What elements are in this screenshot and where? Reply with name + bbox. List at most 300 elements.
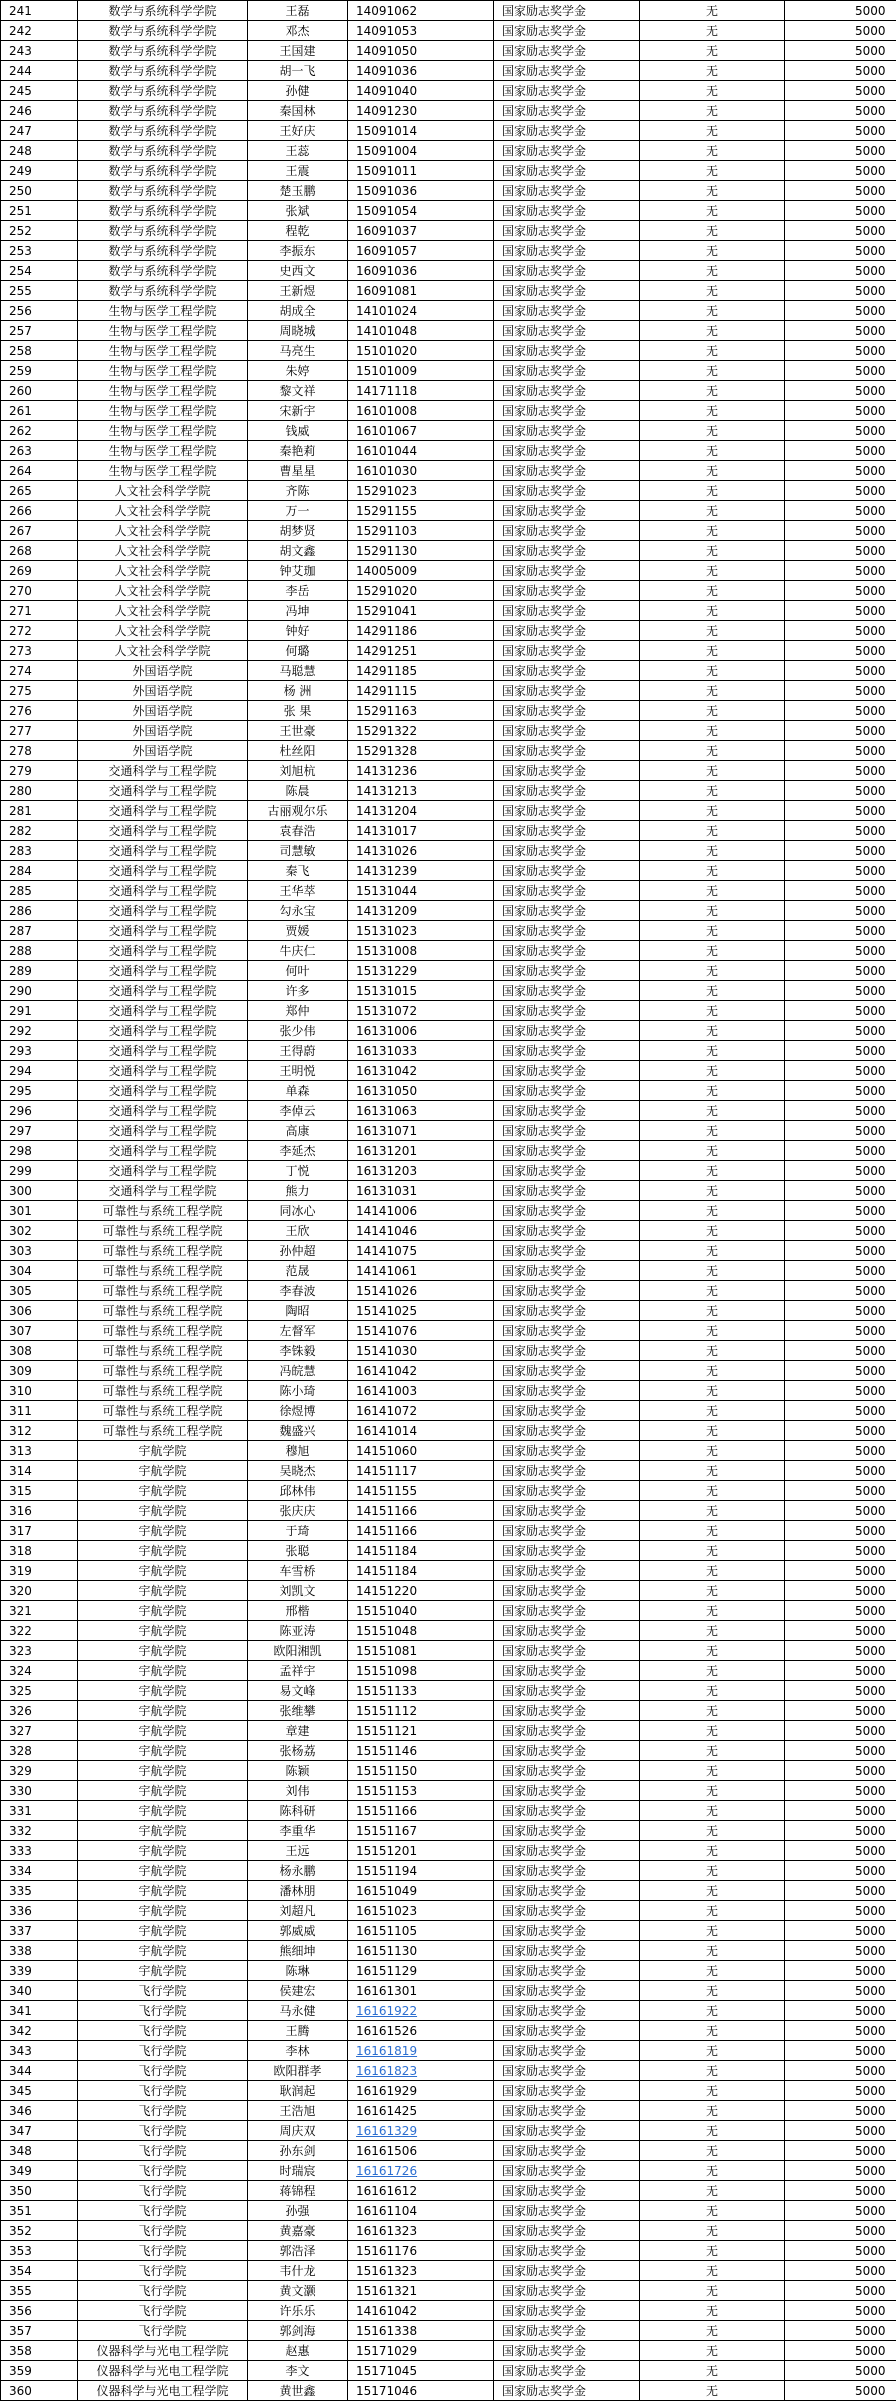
cell-amount: 5000 (785, 1201, 896, 1221)
cell-index: 313 (1, 1441, 78, 1461)
cell-index: 350 (1, 2181, 78, 2201)
cell-student-id[interactable]: 16161922 (348, 2001, 494, 2021)
cell-index: 349 (1, 2161, 78, 2181)
cell-index: 290 (1, 981, 78, 1001)
cell-remark: 无 (640, 2081, 785, 2101)
cell-remark: 无 (640, 821, 785, 841)
cell-amount: 5000 (785, 561, 896, 581)
cell-name: 李倬云 (248, 1101, 348, 1121)
cell-college: 外国语学院 (78, 681, 248, 701)
cell-remark: 无 (640, 1521, 785, 1541)
cell-amount: 5000 (785, 2181, 896, 2201)
cell-index: 312 (1, 1421, 78, 1441)
cell-amount: 5000 (785, 1761, 896, 1781)
cell-amount: 5000 (785, 1721, 896, 1741)
cell-college: 宇航学院 (78, 1681, 248, 1701)
cell-index: 316 (1, 1501, 78, 1521)
cell-name: 周庆双 (248, 2121, 348, 2141)
cell-remark: 无 (640, 1561, 785, 1581)
cell-amount: 5000 (785, 2281, 896, 2301)
cell-name: 耿润起 (248, 2081, 348, 2101)
cell-name: 李文 (248, 2361, 348, 2381)
cell-remark: 无 (640, 1441, 785, 1461)
cell-student-id: 14131026 (348, 841, 494, 861)
table-row (1, 801, 896, 821)
cell-student-id[interactable]: 16161819 (348, 2041, 494, 2061)
cell-remark: 无 (640, 201, 785, 221)
cell-college: 生物与医学工程学院 (78, 321, 248, 341)
cell-index: 347 (1, 2121, 78, 2141)
cell-name: 孙强 (248, 2201, 348, 2221)
cell-college: 生物与医学工程学院 (78, 361, 248, 381)
cell-name: 陈小琦 (248, 1381, 348, 1401)
cell-college: 交通科学与工程学院 (78, 1141, 248, 1161)
cell-name: 王蕊 (248, 141, 348, 161)
cell-student-id: 14151220 (348, 1581, 494, 1601)
cell-college: 宇航学院 (78, 1581, 248, 1601)
cell-index: 242 (1, 21, 78, 41)
cell-college: 仪器科学与光电工程学院 (78, 2381, 248, 2401)
table-row (1, 1681, 896, 1701)
cell-college: 人文社会科学学院 (78, 621, 248, 641)
table-row (1, 1141, 896, 1161)
cell-student-id: 14151060 (348, 1441, 494, 1461)
table-row (1, 1941, 896, 1961)
cell-name: 王国建 (248, 41, 348, 61)
cell-amount: 5000 (785, 1041, 896, 1061)
cell-name: 胡成全 (248, 301, 348, 321)
cell-amount: 5000 (785, 2241, 896, 2261)
cell-student-id: 15151153 (348, 1781, 494, 1801)
cell-name: 马亮生 (248, 341, 348, 361)
cell-remark: 无 (640, 501, 785, 521)
cell-index: 291 (1, 1001, 78, 1021)
cell-student-id: 14171118 (348, 381, 494, 401)
cell-award: 国家励志奖学金 (494, 1061, 640, 1081)
cell-index: 353 (1, 2241, 78, 2261)
cell-name: 孙东剑 (248, 2141, 348, 2161)
table-row (1, 1441, 896, 1461)
cell-college: 宇航学院 (78, 1841, 248, 1861)
cell-student-id: 15291130 (348, 541, 494, 561)
cell-index: 342 (1, 2021, 78, 2041)
table-row (1, 2381, 896, 2401)
cell-award: 国家励志奖学金 (494, 1881, 640, 1901)
table-row (1, 1601, 896, 1621)
cell-name: 时瑞宸 (248, 2161, 348, 2181)
cell-student-id: 14151166 (348, 1521, 494, 1541)
cell-name: 程乾 (248, 221, 348, 241)
cell-remark: 无 (640, 1001, 785, 1021)
table-row (1, 201, 896, 221)
table-row (1, 1581, 896, 1601)
cell-index: 324 (1, 1661, 78, 1681)
cell-name: 刘凯文 (248, 1581, 348, 1601)
cell-student-id: 16151130 (348, 1941, 494, 1961)
cell-remark: 无 (640, 1841, 785, 1861)
cell-index: 251 (1, 201, 78, 221)
table-row (1, 2321, 896, 2341)
cell-index: 356 (1, 2301, 78, 2321)
cell-college: 人文社会科学学院 (78, 561, 248, 581)
cell-index: 360 (1, 2381, 78, 2401)
cell-award: 国家励志奖学金 (494, 1241, 640, 1261)
cell-amount: 5000 (785, 641, 896, 661)
cell-index: 282 (1, 821, 78, 841)
cell-remark: 无 (640, 1481, 785, 1501)
cell-award: 国家励志奖学金 (494, 261, 640, 281)
cell-award: 国家励志奖学金 (494, 1141, 640, 1161)
cell-index: 263 (1, 441, 78, 461)
cell-name: 楚玉鹏 (248, 181, 348, 201)
cell-student-id: 16131201 (348, 1141, 494, 1161)
table-row (1, 1861, 896, 1881)
cell-college: 生物与医学工程学院 (78, 381, 248, 401)
cell-award: 国家励志奖学金 (494, 801, 640, 821)
cell-award: 国家励志奖学金 (494, 2381, 640, 2401)
cell-college: 可靠性与系统工程学院 (78, 1421, 248, 1441)
cell-name: 徐煜博 (248, 1401, 348, 1421)
cell-name: 万一 (248, 501, 348, 521)
cell-student-id: 14101024 (348, 301, 494, 321)
cell-college: 宇航学院 (78, 1701, 248, 1721)
cell-student-id: 14141061 (348, 1261, 494, 1281)
cell-award: 国家励志奖学金 (494, 701, 640, 721)
cell-student-id: 15151098 (348, 1661, 494, 1681)
cell-college: 宇航学院 (78, 1621, 248, 1641)
cell-amount: 5000 (785, 1461, 896, 1481)
table-row (1, 2141, 896, 2161)
table-row (1, 2041, 896, 2061)
cell-college: 交通科学与工程学院 (78, 981, 248, 1001)
cell-student-id: 14091053 (348, 21, 494, 41)
cell-name: 李春波 (248, 1281, 348, 1301)
cell-remark: 无 (640, 301, 785, 321)
cell-remark: 无 (640, 1021, 785, 1041)
table-row (1, 2281, 896, 2301)
cell-name: 古丽观尔乐 (248, 801, 348, 821)
cell-college: 生物与医学工程学院 (78, 461, 248, 481)
cell-amount: 5000 (785, 1281, 896, 1301)
cell-award: 国家励志奖学金 (494, 1621, 640, 1641)
cell-college: 可靠性与系统工程学院 (78, 1301, 248, 1321)
cell-amount: 5000 (785, 1301, 896, 1321)
cell-amount: 5000 (785, 1361, 896, 1381)
cell-amount: 5000 (785, 1221, 896, 1241)
cell-student-id[interactable]: 16161823 (348, 2061, 494, 2081)
cell-college: 交通科学与工程学院 (78, 1041, 248, 1061)
cell-college: 可靠性与系统工程学院 (78, 1241, 248, 1261)
cell-college: 数学与系统科学学院 (78, 221, 248, 241)
table-row (1, 581, 896, 601)
cell-student-id: 15171046 (348, 2381, 494, 2401)
cell-award: 国家励志奖学金 (494, 641, 640, 661)
cell-name: 张少伟 (248, 1021, 348, 1041)
cell-student-id: 14131017 (348, 821, 494, 841)
cell-remark: 无 (640, 2161, 785, 2181)
cell-index: 285 (1, 881, 78, 901)
cell-award: 国家励志奖学金 (494, 861, 640, 881)
cell-student-id: 15291328 (348, 741, 494, 761)
cell-student-id[interactable]: 16161329 (348, 2121, 494, 2141)
cell-award: 国家励志奖学金 (494, 1181, 640, 1201)
cell-college: 可靠性与系统工程学院 (78, 1381, 248, 1401)
cell-name: 王得蔚 (248, 1041, 348, 1061)
cell-student-id: 15141030 (348, 1341, 494, 1361)
cell-award: 国家励志奖学金 (494, 1441, 640, 1461)
cell-amount: 5000 (785, 2361, 896, 2381)
cell-student-id[interactable]: 16161726 (348, 2161, 494, 2181)
cell-award: 国家励志奖学金 (494, 161, 640, 181)
cell-college: 可靠性与系统工程学院 (78, 1201, 248, 1221)
cell-name: 郭剑海 (248, 2321, 348, 2341)
cell-college: 宇航学院 (78, 1801, 248, 1821)
cell-remark: 无 (640, 1401, 785, 1421)
cell-index: 317 (1, 1521, 78, 1541)
cell-remark: 无 (640, 2241, 785, 2261)
cell-amount: 5000 (785, 1701, 896, 1721)
cell-award: 国家励志奖学金 (494, 1721, 640, 1741)
cell-college: 数学与系统科学学院 (78, 101, 248, 121)
cell-amount: 5000 (785, 21, 896, 41)
cell-award: 国家励志奖学金 (494, 1421, 640, 1441)
cell-name: 黎文祥 (248, 381, 348, 401)
cell-amount: 5000 (785, 221, 896, 241)
cell-amount: 5000 (785, 1181, 896, 1201)
cell-student-id: 14141075 (348, 1241, 494, 1261)
cell-award: 国家励志奖学金 (494, 1501, 640, 1521)
cell-name: 李林 (248, 2041, 348, 2061)
table-row (1, 1561, 896, 1581)
cell-remark: 无 (640, 181, 785, 201)
cell-index: 302 (1, 1221, 78, 1241)
cell-student-id: 16101008 (348, 401, 494, 421)
cell-index: 255 (1, 281, 78, 301)
table-row (1, 2361, 896, 2381)
cell-index: 292 (1, 1021, 78, 1041)
cell-student-id: 14131239 (348, 861, 494, 881)
cell-award: 国家励志奖学金 (494, 941, 640, 961)
cell-amount: 5000 (785, 321, 896, 341)
cell-award: 国家励志奖学金 (494, 1661, 640, 1681)
cell-name: 朱婷 (248, 361, 348, 381)
cell-student-id: 15151150 (348, 1761, 494, 1781)
cell-amount: 5000 (785, 2341, 896, 2361)
cell-remark: 无 (640, 101, 785, 121)
cell-amount: 5000 (785, 2141, 896, 2161)
cell-amount: 5000 (785, 821, 896, 841)
cell-name: 陈颖 (248, 1761, 348, 1781)
cell-award: 国家励志奖学金 (494, 921, 640, 941)
cell-student-id: 16161323 (348, 2221, 494, 2241)
cell-college: 人文社会科学学院 (78, 521, 248, 541)
cell-college: 仪器科学与光电工程学院 (78, 2361, 248, 2381)
table-row (1, 2001, 896, 2021)
cell-amount: 5000 (785, 2221, 896, 2241)
cell-name: 蒋锦程 (248, 2181, 348, 2201)
table-body (1, 1, 896, 2401)
table-row (1, 841, 896, 861)
cell-award: 国家励志奖学金 (494, 1961, 640, 1981)
cell-index: 279 (1, 761, 78, 781)
cell-amount: 5000 (785, 1961, 896, 1981)
cell-remark: 无 (640, 2121, 785, 2141)
cell-award: 国家励志奖学金 (494, 1281, 640, 1301)
table-row (1, 2241, 896, 2261)
table-row (1, 1181, 896, 1201)
cell-amount: 5000 (785, 341, 896, 361)
cell-amount: 5000 (785, 1441, 896, 1461)
cell-student-id: 15101009 (348, 361, 494, 381)
cell-student-id: 16141072 (348, 1401, 494, 1421)
cell-student-id: 15291103 (348, 521, 494, 541)
cell-index: 358 (1, 2341, 78, 2361)
cell-amount: 5000 (785, 2001, 896, 2021)
cell-college: 宇航学院 (78, 1441, 248, 1461)
cell-remark: 无 (640, 1061, 785, 1081)
cell-college: 飞行学院 (78, 2241, 248, 2261)
cell-index: 275 (1, 681, 78, 701)
cell-award: 国家励志奖学金 (494, 2261, 640, 2281)
table-row (1, 1001, 896, 1021)
cell-award: 国家励志奖学金 (494, 1701, 640, 1721)
cell-name: 邱林伟 (248, 1481, 348, 1501)
cell-name: 王欣 (248, 1221, 348, 1241)
cell-remark: 无 (640, 1681, 785, 1701)
cell-student-id: 14005009 (348, 561, 494, 581)
cell-index: 268 (1, 541, 78, 561)
cell-award: 国家励志奖学金 (494, 761, 640, 781)
cell-college: 交通科学与工程学院 (78, 1101, 248, 1121)
cell-college: 数学与系统科学学院 (78, 181, 248, 201)
table-row (1, 1541, 896, 1561)
cell-name: 司慧敏 (248, 841, 348, 861)
cell-amount: 5000 (785, 181, 896, 201)
cell-amount: 5000 (785, 2201, 896, 2221)
cell-college: 数学与系统科学学院 (78, 41, 248, 61)
cell-name: 钟艾珈 (248, 561, 348, 581)
cell-college: 宇航学院 (78, 1861, 248, 1881)
table-row (1, 2061, 896, 2081)
cell-amount: 5000 (785, 1001, 896, 1021)
table-row (1, 2101, 896, 2121)
cell-amount: 5000 (785, 1261, 896, 1281)
cell-student-id: 16151023 (348, 1901, 494, 1921)
cell-award: 国家励志奖学金 (494, 1741, 640, 1761)
cell-name: 车雪桥 (248, 1561, 348, 1581)
cell-amount: 5000 (785, 581, 896, 601)
table-row (1, 1, 896, 21)
table-row (1, 1801, 896, 1821)
table-row (1, 361, 896, 381)
cell-award: 国家励志奖学金 (494, 661, 640, 681)
table-row (1, 1661, 896, 1681)
cell-student-id: 16161506 (348, 2141, 494, 2161)
cell-remark: 无 (640, 141, 785, 161)
cell-award: 国家励志奖学金 (494, 461, 640, 481)
cell-remark: 无 (640, 881, 785, 901)
cell-remark: 无 (640, 581, 785, 601)
table-row (1, 2161, 896, 2181)
cell-name: 左督军 (248, 1321, 348, 1341)
cell-student-id: 15131008 (348, 941, 494, 961)
cell-student-id: 15291020 (348, 581, 494, 601)
cell-remark: 无 (640, 641, 785, 661)
cell-student-id: 15161176 (348, 2241, 494, 2261)
cell-college: 数学与系统科学学院 (78, 81, 248, 101)
cell-index: 310 (1, 1381, 78, 1401)
cell-name: 孟祥宇 (248, 1661, 348, 1681)
cell-remark: 无 (640, 721, 785, 741)
cell-amount: 5000 (785, 901, 896, 921)
cell-remark: 无 (640, 1601, 785, 1621)
cell-index: 288 (1, 941, 78, 961)
cell-remark: 无 (640, 2001, 785, 2021)
cell-name: 马聪慧 (248, 661, 348, 681)
cell-amount: 5000 (785, 1801, 896, 1821)
cell-name: 于琦 (248, 1521, 348, 1541)
cell-student-id: 16131050 (348, 1081, 494, 1101)
cell-index: 326 (1, 1701, 78, 1721)
cell-index: 330 (1, 1781, 78, 1801)
cell-student-id: 15151040 (348, 1601, 494, 1621)
cell-award: 国家励志奖学金 (494, 1781, 640, 1801)
table-row (1, 1061, 896, 1081)
cell-index: 286 (1, 901, 78, 921)
cell-amount: 5000 (785, 621, 896, 641)
cell-college: 宇航学院 (78, 1881, 248, 1901)
cell-index: 299 (1, 1161, 78, 1181)
cell-amount: 5000 (785, 1341, 896, 1361)
cell-college: 外国语学院 (78, 661, 248, 681)
cell-remark: 无 (640, 2201, 785, 2221)
table-row (1, 1621, 896, 1641)
cell-student-id: 14091040 (348, 81, 494, 101)
cell-amount: 5000 (785, 861, 896, 881)
cell-student-id: 15101020 (348, 341, 494, 361)
cell-student-id: 15091011 (348, 161, 494, 181)
cell-student-id: 16161526 (348, 2021, 494, 2041)
cell-amount: 5000 (785, 2161, 896, 2181)
cell-name: 杨 洲 (248, 681, 348, 701)
cell-index: 258 (1, 341, 78, 361)
table-row (1, 881, 896, 901)
cell-remark: 无 (640, 1621, 785, 1641)
cell-award: 国家励志奖学金 (494, 2141, 640, 2161)
cell-remark: 无 (640, 1, 785, 21)
cell-student-id: 15291155 (348, 501, 494, 521)
cell-college: 宇航学院 (78, 1821, 248, 1841)
cell-index: 270 (1, 581, 78, 601)
cell-remark: 无 (640, 801, 785, 821)
cell-college: 可靠性与系统工程学院 (78, 1261, 248, 1281)
cell-college: 数学与系统科学学院 (78, 61, 248, 81)
cell-index: 340 (1, 1981, 78, 2001)
cell-name: 欧阳群孝 (248, 2061, 348, 2081)
cell-award: 国家励志奖学金 (494, 2101, 640, 2121)
cell-name: 何叶 (248, 961, 348, 981)
cell-name: 牛庆仁 (248, 941, 348, 961)
cell-amount: 5000 (785, 921, 896, 941)
cell-award: 国家励志奖学金 (494, 481, 640, 501)
cell-remark: 无 (640, 381, 785, 401)
table-row (1, 921, 896, 941)
cell-name: 张杨荔 (248, 1741, 348, 1761)
cell-name: 魏盛兴 (248, 1421, 348, 1441)
cell-name: 王浩旭 (248, 2101, 348, 2121)
cell-student-id: 14091062 (348, 1, 494, 21)
table-row (1, 421, 896, 441)
